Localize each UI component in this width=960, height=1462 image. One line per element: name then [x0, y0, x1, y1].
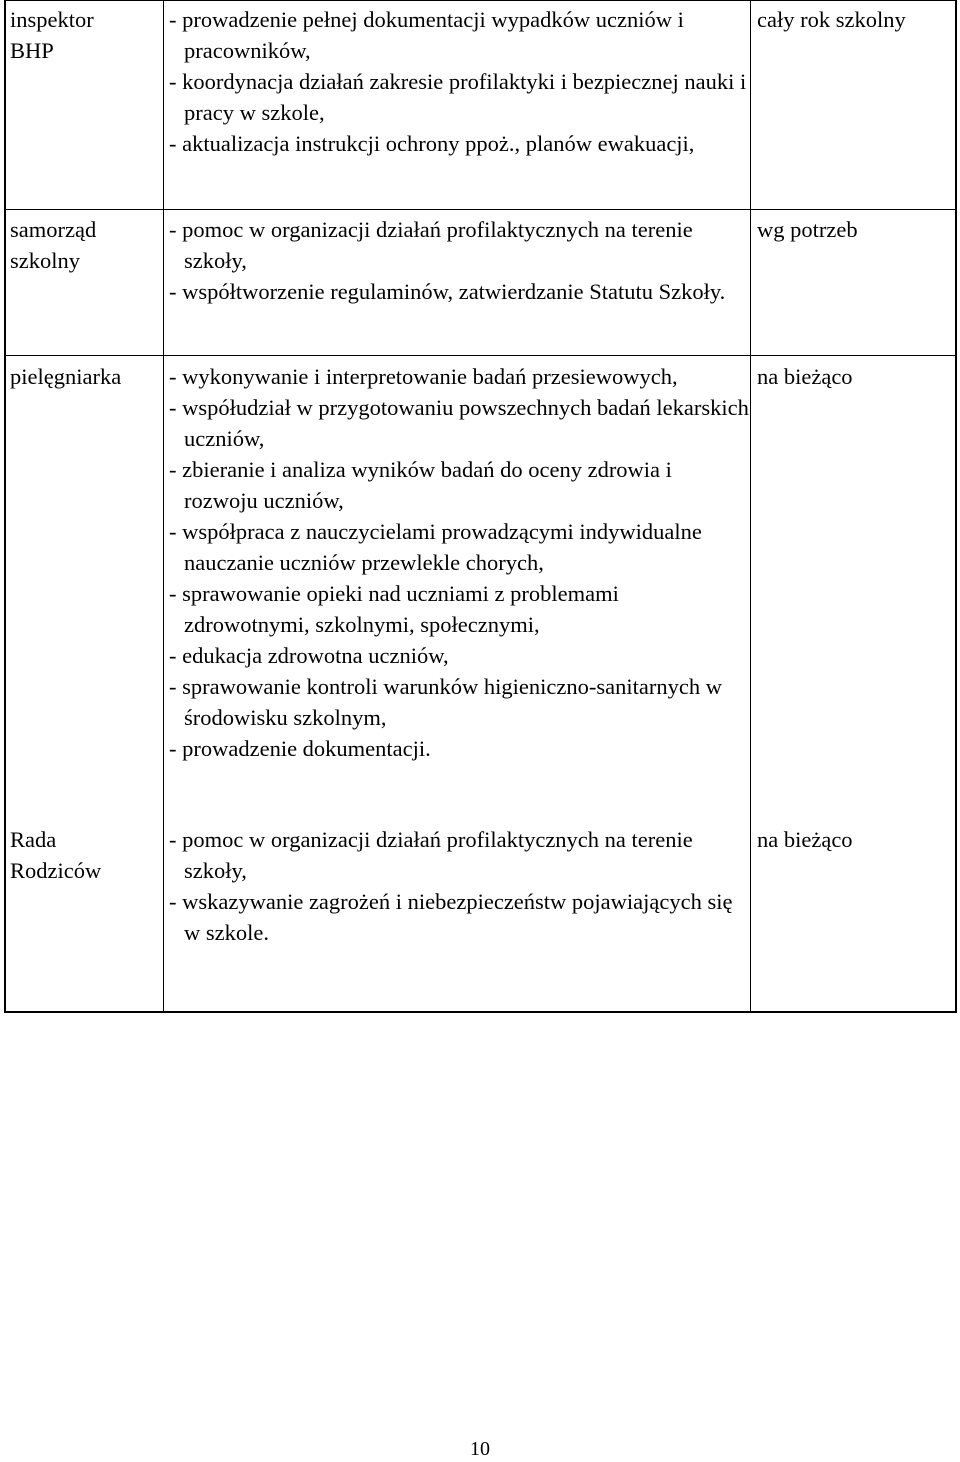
- role-cell: samorząd szkolny: [10, 217, 97, 273]
- row-divider-top: [6, 0, 955, 1]
- task-item: - zbieranie i analiza wyników badań do oceny zdrowia i rozwoju uczniów,: [169, 457, 672, 513]
- task-item: - prowadzenie pełnej dokumentacji wypadków uczniów i pracowników,: [169, 7, 684, 63]
- timeframe-cell: cały rok szkolny: [757, 7, 906, 32]
- column-divider-2: [750, 0, 751, 1011]
- task-item: - współpraca z nauczycielami prowadzącymi indywidualne nauczanie uczniów przewlekle chorych,: [169, 519, 702, 575]
- task-item: - pomoc w organizacji działań profilaktycznych na terenie szkoły,: [169, 217, 693, 273]
- role-cell: inspektor BHP: [10, 7, 94, 63]
- task-item: - koordynacja działań zakresie profilaktyki i bezpiecznej nauki i pracy w szkole,: [169, 69, 747, 125]
- role-cell: pielęgniarka: [10, 364, 122, 389]
- tasks-cell: [169, 824, 749, 948]
- task-item: - współudział w przygotowaniu powszechnych badań lekarskich uczniów,: [169, 395, 749, 451]
- task-item: - współtworzenie regulaminów, zatwierdzanie Statutu Szkoły.: [169, 279, 726, 304]
- row-divider-2: [6, 355, 955, 356]
- task-item: - wskazywanie zagrożeń i niebezpieczeństw pojawiających się w szkole.: [169, 889, 733, 945]
- task-item: - aktualizacja instrukcji ochrony ppoż., planów ewakuacji,: [169, 131, 695, 156]
- page-number: 10: [470, 1438, 490, 1460]
- tasks-cell: [169, 214, 749, 307]
- task-item: - sprawowanie kontroli warunków higieniczno-sanitarnych w środowisku szkolnym,: [169, 674, 722, 730]
- column-divider-1: [163, 0, 164, 1011]
- task-item: - sprawowanie opieki nad uczniami z problemami zdrowotnymi, szkolnymi, społecznymi,: [169, 581, 619, 637]
- timeframe-cell: na bieżąco: [757, 364, 853, 389]
- tasks-cell: [169, 361, 749, 764]
- row-divider-1: [6, 209, 955, 210]
- task-item: - pomoc w organizacji działań profilaktycznych na terenie szkoły,: [169, 827, 693, 883]
- task-item: - edukacja zdrowotna uczniów,: [169, 643, 449, 668]
- responsibilities-table: [4, 0, 957, 1013]
- timeframe-cell: wg potrzeb: [757, 217, 858, 242]
- tasks-cell: [169, 4, 749, 159]
- role-cell: Rada Rodziców: [10, 827, 102, 883]
- task-item: - prowadzenie dokumentacji.: [169, 736, 431, 761]
- timeframe-cell: na bieżąco: [757, 827, 853, 852]
- task-item: - wykonywanie i interpretowanie badań przesiewowych,: [169, 364, 678, 389]
